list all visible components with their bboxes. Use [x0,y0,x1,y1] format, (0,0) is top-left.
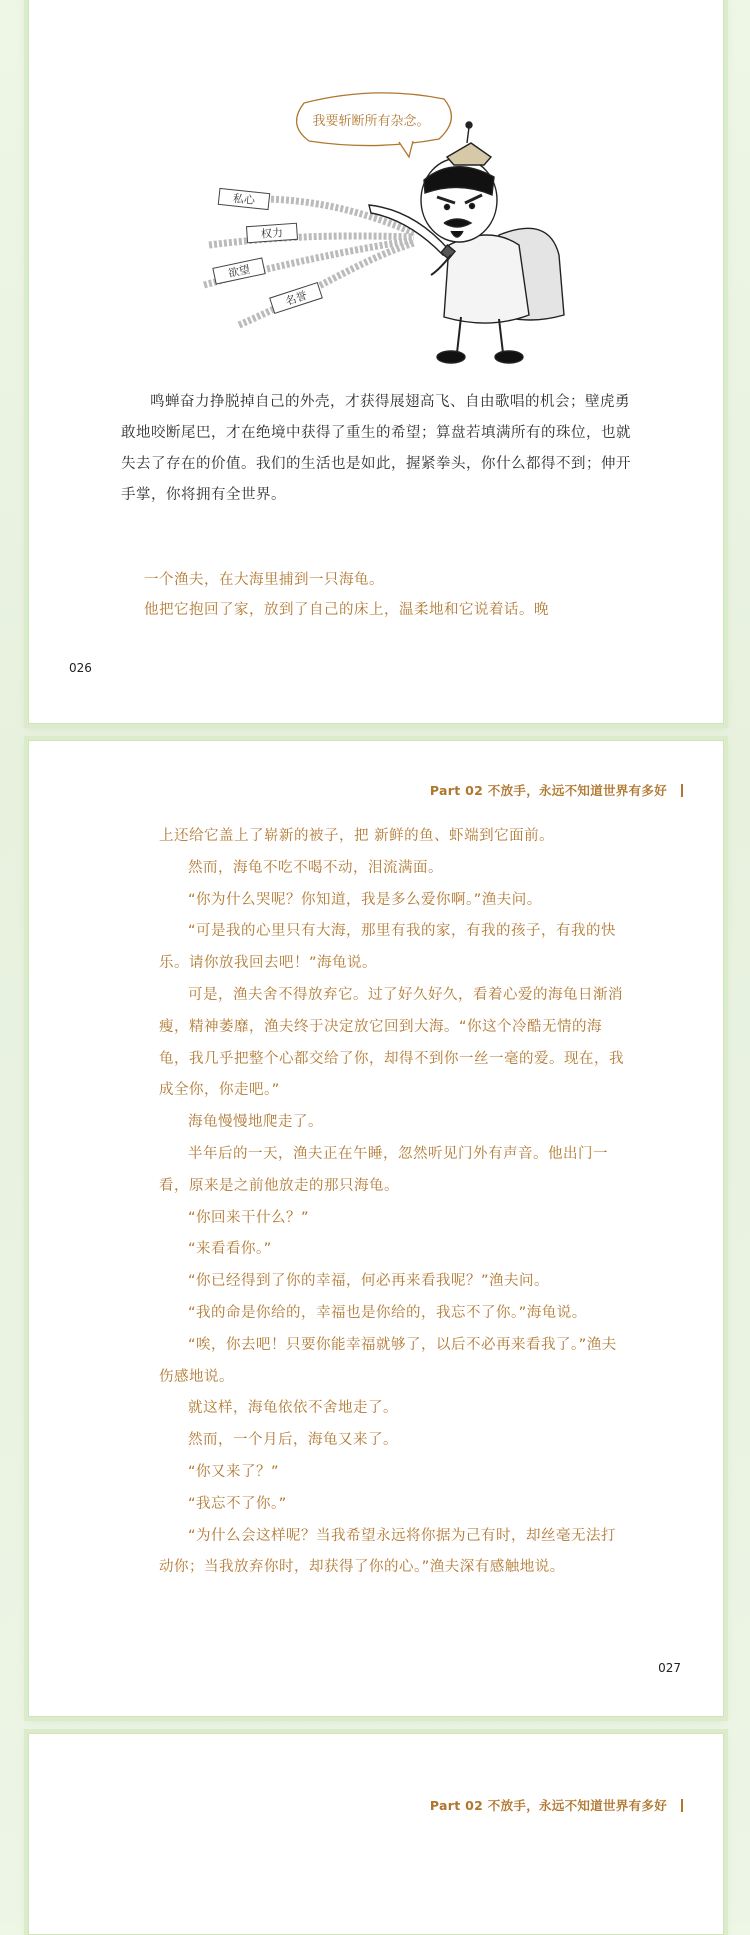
book-page-027 [28,740,724,1717]
story-text [159,821,629,1584]
story-paragraph: 就这样，海龟依依不舍地走了。 [188,1400,398,1417]
speech-bubble [297,93,452,157]
rope-tag: 名誉 [283,288,309,309]
intro-paragraph: 鸣蝉奋力挣脱掉自己的外壳，才获得展翅高飞、自由歌唱的机会；壁虎勇敢地咬断尾巴，才在绝境中获得了重生的希望；算盘若填满所有的珠位，也就失去了存在的价值。我们的生活也是如此，握紧拳头，你什么都得不到；伸开手掌，你将拥有全世界。 [121,394,631,503]
story-paragraph: “来看看你。” [188,1241,272,1258]
warrior-cutting-ropes-illustration [199,85,619,375]
story-paragraph: “你为什么哭呢？你知道，我是多么爱你啊。”渔夫问。 [188,891,542,908]
story-paragraph: “你又来了？” [188,1463,280,1480]
page-number: 026 [69,661,92,675]
story-paragraph: “我的命是你给的，幸福也是你给的，我忘不了你。”海龟说。 [188,1304,587,1321]
story-paragraph: “你已经得到了你的幸福，何必再来看我呢？”渔夫问。 [188,1273,550,1290]
story-paragraph: 然而，海龟不吃不喝不动，泪流满面。 [188,859,443,876]
running-head [430,781,683,799]
speech-bubble-text: 我要斩断所有杂念。 [312,114,430,129]
story-paragraph: 上还给它盖上了崭新的被子，把 新鲜的鱼、虾端到它面前。 [159,828,555,844]
warrior-figure [369,122,564,363]
story-paragraph: “我忘不了你。” [188,1495,287,1512]
running-head-bar [681,1799,683,1812]
story-paragraph: “可是我的心里只有大海，那里有我的家，有我的孩子，有我的快乐。请你放我回去吧！”海龟说。 [159,923,617,972]
story-line: 一个渔夫，在大海里捕到一只海龟。 [144,572,384,588]
ropes [204,199,414,325]
running-head-text: Part 02 不放手，永远不知道世界有多好 [429,783,667,798]
story-paragraph: “唉，你去吧！只要你能幸福就够了，以后不必再来看我了。”渔夫伤感地说。 [159,1336,617,1385]
book-page-026 [28,0,724,724]
page-number: 027 [658,1661,681,1675]
running-head-bar [681,784,683,797]
rope-tag: 私心 [232,191,256,208]
story-paragraph: 海龟慢慢地爬走了。 [188,1114,323,1131]
story-paragraph: “你回来干什么？” [188,1209,310,1226]
story-paragraph: “为什么会这样呢？当我希望永远将你据为己有时，却丝毫无法打动你；当我放弃你时，却获得了你的心。”渔夫深有感触地说。 [159,1527,617,1576]
rope-tag: 权力 [260,226,284,241]
running-head [430,1796,683,1814]
story-paragraph: 然而，一个月后，海龟又来了。 [188,1432,398,1449]
book-page-next [28,1733,724,1935]
rope-tag: 欲望 [226,262,252,281]
running-head-text: Part 02 不放手，永远不知道世界有多好 [429,1798,667,1813]
story-line: 他把它抱回了家，放到了自己的床上，温柔地和它说着话。晚 [144,602,549,618]
story-paragraph: 可是，渔夫舍不得放弃它。过了好久好久，看着心爱的海龟日渐消瘦，精神萎靡，渔夫终于决定放它回到大海。“你这个冷酷无情的海龟，我几乎把整个心都交给了你，却得不到你一丝一毫的爱。现在，我成全你，你走吧。” [159,986,624,1099]
story-paragraph: 半年后的一天，渔夫正在午睡，忽然听见门外有声音。他出门一看，原来是之前他放走的那只海龟。 [159,1145,608,1194]
